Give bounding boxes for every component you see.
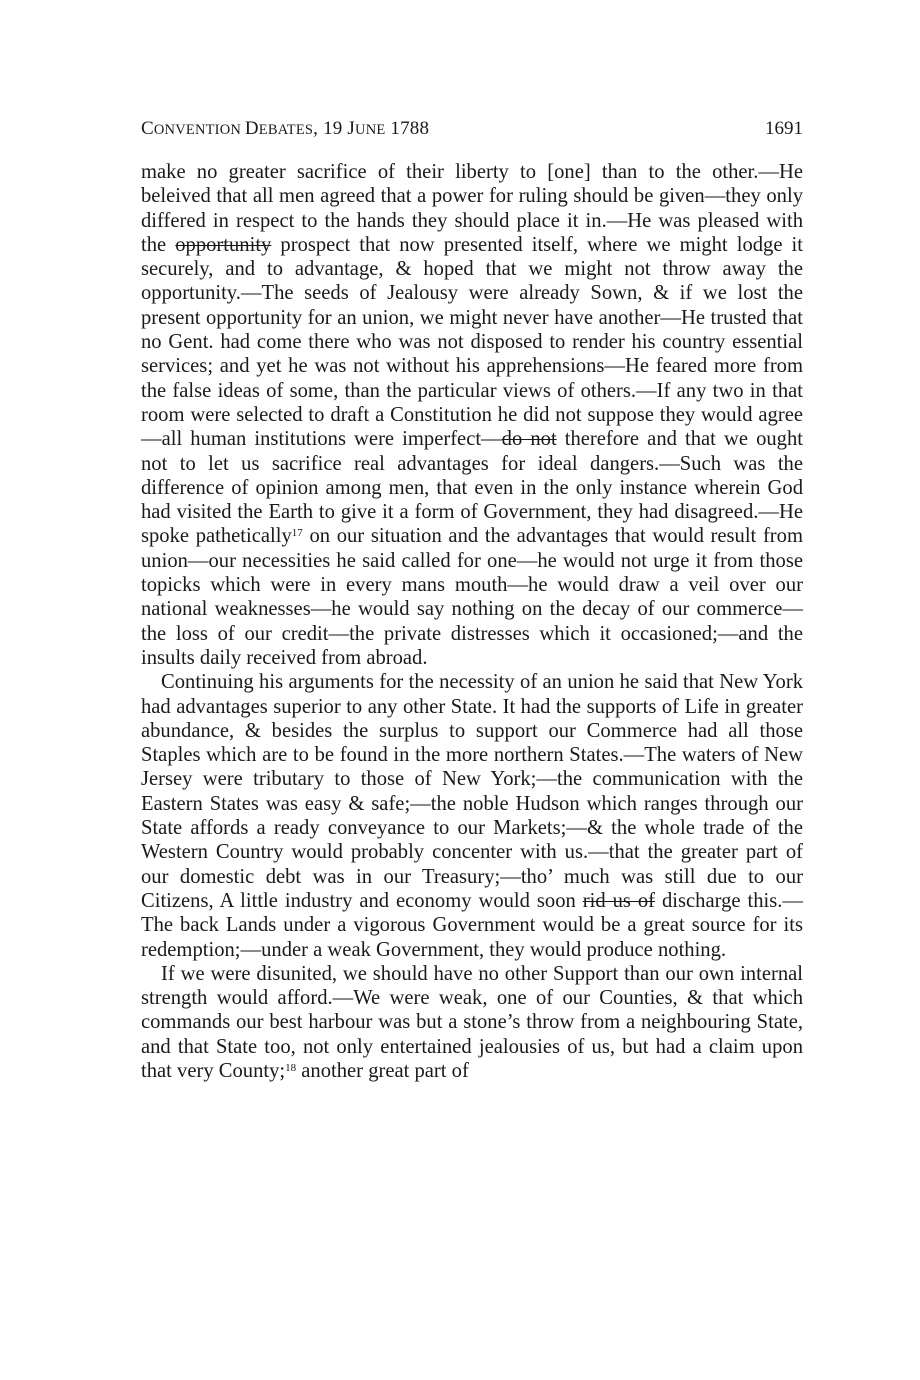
running-head [141, 118, 803, 154]
title-date: , 19 J [313, 118, 356, 139]
title-year: 1788 [385, 118, 430, 139]
struck-text: rid us of [582, 889, 656, 912]
page-number: 1691 [765, 118, 803, 139]
struck-text: do not [501, 428, 557, 451]
title-smallcaps: UNE [355, 122, 386, 138]
title-initial: D [244, 118, 259, 139]
footnote-ref: 18 [285, 1061, 297, 1074]
title-smallcaps: ONVENTION [153, 122, 245, 138]
footnote-ref: 17 [291, 527, 303, 540]
body-text [141, 160, 803, 1083]
title-initial: C [141, 118, 154, 139]
document-page [141, 118, 803, 1083]
paragraph: If we were disunited, we should have no other Support than our own internal strength would afford.—We were weak, one of our Counties, & that which commands our best harbour was but a stone’s throw from a neighbouring State, and that State too, not only entertained jealousies of us, but had a claim upon that very County;$^{18}$ another great part of [141, 962, 803, 1082]
struck-text: opportunity [175, 233, 272, 256]
running-title [141, 118, 429, 140]
title-smallcaps: EBATES [258, 122, 314, 138]
paragraph: make no greater sacrifice of their liberty to [one] than to the other.—He beleived that all men agreed that a power for ruling should be given—they only differed in respect to the hands they should place it in.—He was pleased with the opportunity prospect that now presented itself, where we might lodge it securely, and to advantage, & hoped that we might not throw away the opportunity.—The seeds of Jealousy were already Sown, & if we lost the present opportunity for an union, we might never have another—He trusted that no Gent. had come there who was not disposed to render his country essential services; and yet he was not without his apprehensions—He feared more from the false ideas of some, than the particular views of others.—If any two in that room were selected to draft a Constitution he did not suppose they would agree—all human institutions were imperfect—do not therefore and that we ought not to let us sacrifice real advantages for ideal dangers.—Such was the difference of opinion among men, that even in the only instance wherein God had visited the Earth to give it a form of Government, they had disagreed.—He spoke pathetically$^{17}$ on our situation and the advantages that would result from union—our necessities he said called for one—he would not urge it from those topicks which were in every mans mouth—he would draw a veil over our national weaknesses—he would say nothing on the decay of our commerce—the loss of our credit—the private distresses which it occasioned;—and the insults daily received from abroad. [141, 161, 803, 669]
paragraph: Continuing his arguments for the necessity of an union he said that New York had advantages superior to any other State. It had the supports of Life in greater abundance, & besides the surplus to support our Commerce had all those Staples which are to be found in the more northern States.—The waters of New Jersey were tributary to those of New York;—the communication with the Eastern States was easy & safe;—the noble Hudson which ranges through our State affords a ready conveyance to our Markets;—& the whole trade of the Western Country would probably concenter with us.—that the greater part of our domestic debt was in our Treasury;—tho’ much was still due to our Citizens, A little industry and economy would soon rid us of discharge this.—The back Lands under a vigorous Government would be a great source for its redemption;—under a weak Government, they would produce nothing. [141, 671, 803, 961]
